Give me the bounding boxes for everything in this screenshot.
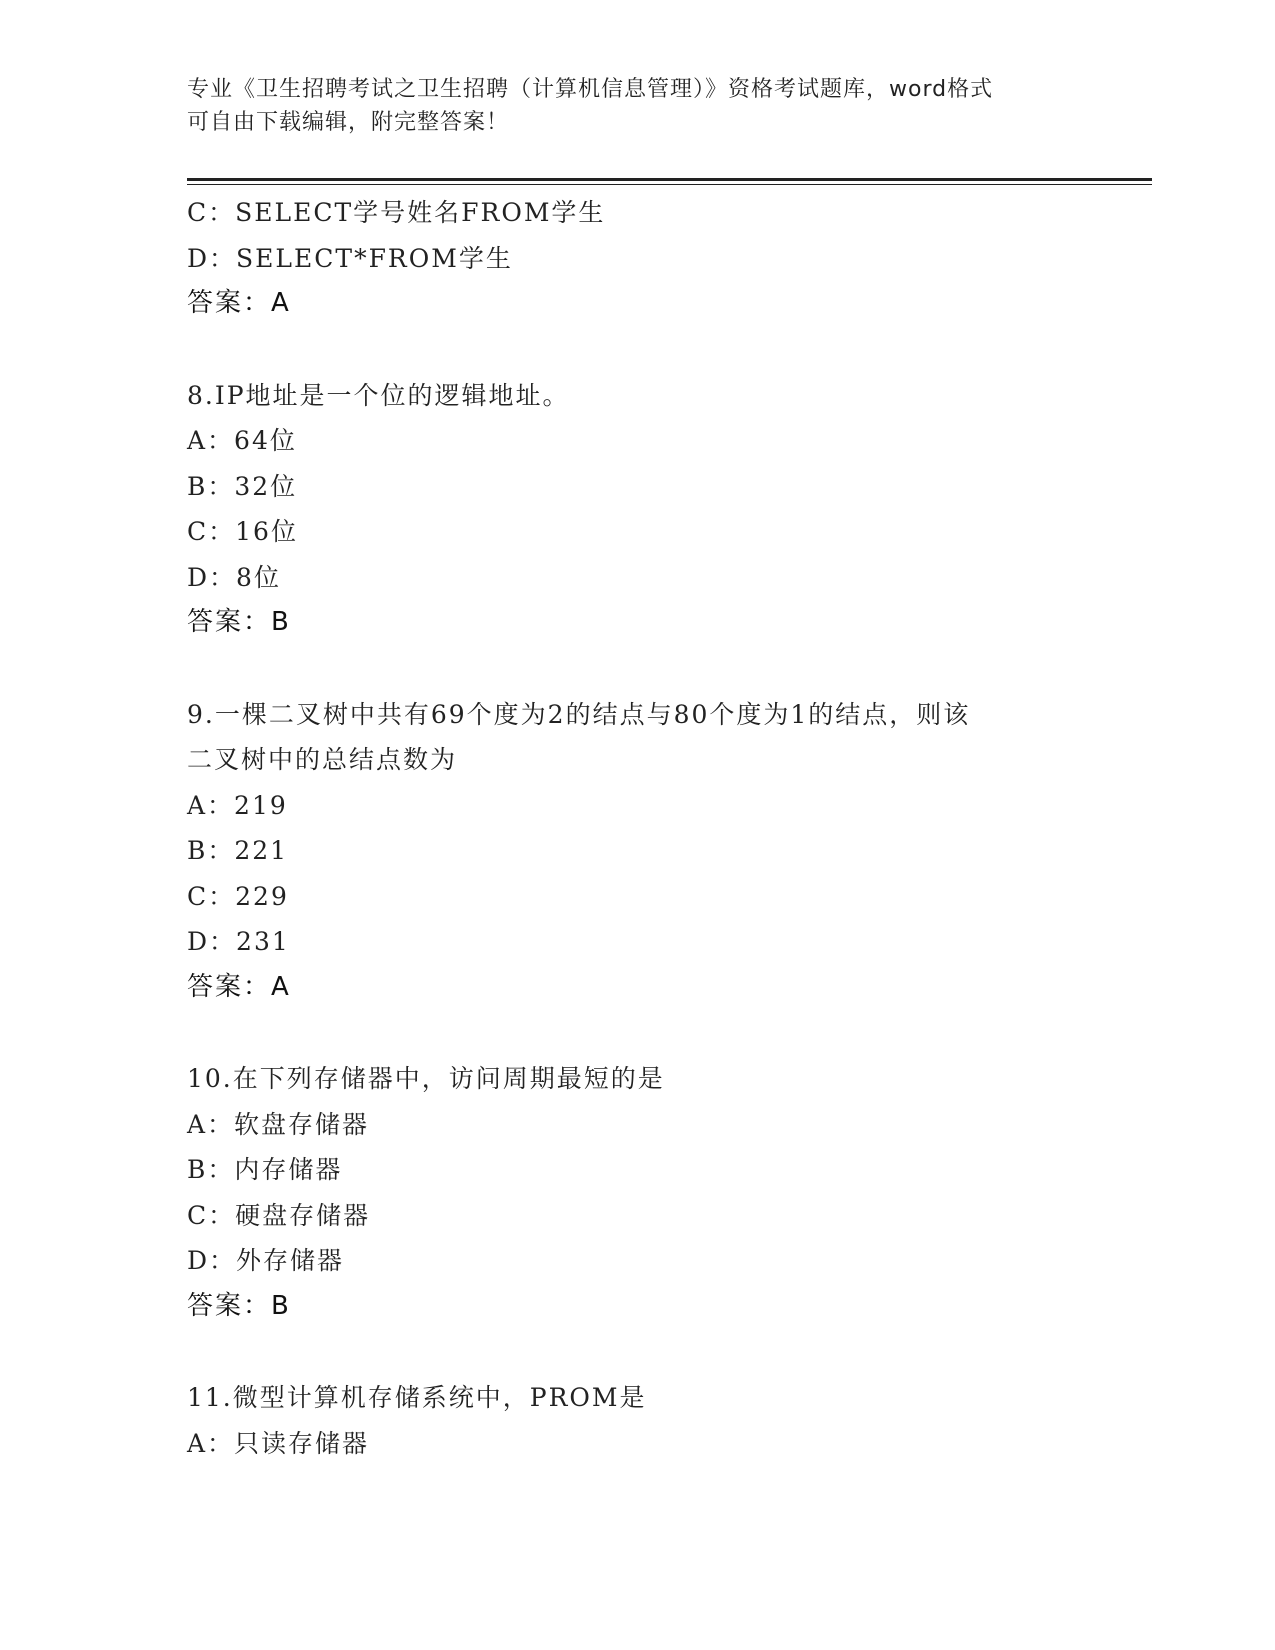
spacer	[187, 327, 1087, 373]
question-8-option-a: A：64位	[187, 426, 297, 455]
question-8-option-d: D：8位	[187, 562, 281, 592]
question-10-option-b: B：内存储器	[187, 1155, 343, 1184]
question-10-answer: 答案：B	[187, 1290, 291, 1321]
question-9-option-a: A：219	[187, 790, 288, 820]
question-8-answer: 答案：B	[187, 607, 291, 637]
question-10-option-d: D：外存储器	[187, 1246, 345, 1275]
question-9-option-b: B：221	[187, 836, 289, 865]
header-title-line-1: 专业《卫生招聘考试之卫生招聘（计算机信息管理）》资格考试题库，word格式	[187, 77, 994, 102]
question-10-stem: 10.在下列存储器中，访问周期最短的是	[187, 1064, 665, 1093]
question-8-stem: 8.IP地址是一个位的逻辑地址。	[187, 380, 570, 410]
question-8-option-c: C：16位	[187, 517, 298, 546]
question-9-stem-line-2: 二叉树中的总结点数为	[187, 745, 458, 774]
question-9-option-c: C：229	[187, 881, 289, 911]
question-9-option-d: D：231	[187, 927, 290, 956]
question-10-option-c: C：硬盘存储器	[187, 1200, 371, 1230]
question-7-answer: 答案：A	[187, 288, 291, 318]
question-9	[187, 692, 1087, 1011]
header-title-line-2: 可自由下载编辑，附完整答案！	[187, 110, 510, 135]
spacer	[187, 1010, 1087, 1056]
question-11	[187, 1375, 1087, 1466]
document-header	[187, 73, 1067, 139]
question-11-option-a: A：只读存储器	[187, 1428, 370, 1458]
spacer	[187, 646, 1087, 692]
question-8-option-b: B：32位	[187, 471, 298, 501]
question-7-option-d: D：SELECT*FROM学生	[187, 243, 513, 273]
header-divider-thin	[187, 184, 1152, 185]
question-10	[187, 1056, 1087, 1329]
question-9-stem-line-1: 9.一棵二叉树中共有69个度为2的结点与80个度为1的结点，则该	[187, 699, 971, 729]
question-10-option-a: A：软盘存储器	[187, 1109, 370, 1139]
spacer	[187, 1329, 1087, 1375]
question-list	[187, 190, 1087, 1466]
question-11-stem: 11.微型计算机存储系统中，PROM是	[187, 1383, 647, 1412]
question-7-option-c: C：SELECT学号姓名FROM学生	[187, 198, 606, 227]
question-8	[187, 373, 1087, 646]
question-9-answer: 答案：A	[187, 971, 291, 1002]
question-7	[187, 190, 1087, 327]
header-divider-thick	[187, 178, 1152, 181]
